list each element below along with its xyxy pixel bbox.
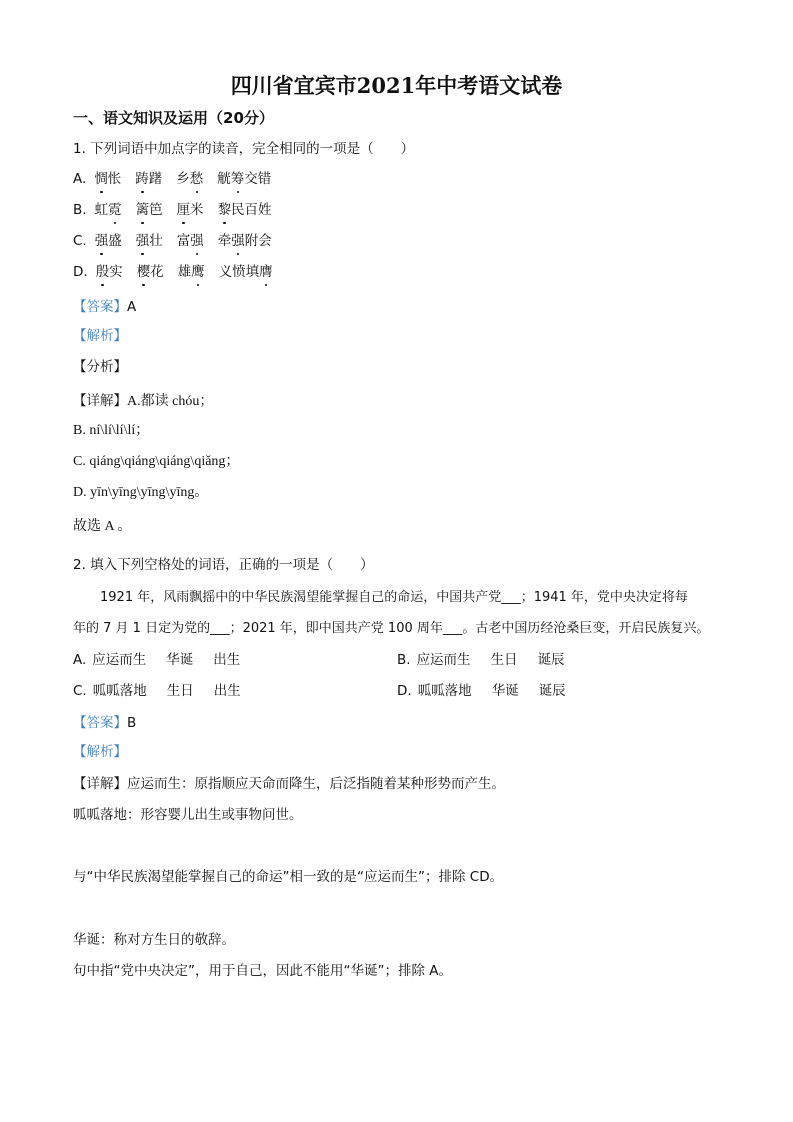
option-label: B.	[73, 202, 87, 218]
option-word	[217, 170, 271, 188]
q1-detail-line: B. ní\lí\lí\lí；	[73, 423, 150, 438]
q1-conclusion: 故选 A 。	[73, 519, 132, 534]
option-word: 呱呱落地	[417, 683, 472, 699]
emphasis-dot	[142, 284, 145, 287]
emphasis-dot	[114, 222, 117, 225]
option-word: 生日	[166, 683, 194, 699]
option-word-text: 踌躇	[135, 171, 163, 187]
option-word-text: 殷实	[95, 264, 123, 280]
detail-text: 应运而生：原指顺应天命而降生，后泛指随着某种形势而产生。	[127, 776, 505, 792]
option-word-text: 黎民百姓	[217, 202, 272, 218]
option-word: 出生	[213, 683, 241, 699]
q2-detail-line: 与“中华民族渴望能掌握自己的命运”相一致的是“应运而生”；排除 CD。	[73, 869, 504, 885]
option-label: D.	[73, 264, 88, 280]
q1-fenxi-label: 【分析】	[73, 359, 127, 375]
option-word-text: 乡愁	[176, 171, 204, 187]
option-word-text: 义愤填膺	[218, 264, 273, 280]
emphasis-dot	[196, 191, 199, 194]
option-label: B.	[397, 652, 411, 668]
answer-label: 【答案】	[73, 299, 127, 315]
q2-detail-line: 呱呱落地：形容婴儿出生或事物问世。	[73, 807, 303, 823]
q1-option-a	[73, 170, 285, 188]
option-word	[96, 263, 123, 281]
q1-option-d	[73, 263, 287, 281]
emphasis-dot	[100, 253, 103, 256]
q1-answer	[73, 298, 136, 316]
emphasis-dot	[101, 284, 104, 287]
emphasis-dot	[141, 191, 144, 194]
option-word: 生日	[490, 652, 518, 668]
emphasis-dot	[196, 253, 199, 256]
option-word-text: 篱笆	[135, 202, 163, 218]
answer-value: A	[127, 299, 137, 315]
option-word	[136, 232, 163, 250]
option-word-text: 樱花	[136, 264, 164, 280]
q1-stem: 1. 下列词语中加点字的读音，完全相同的一项是（ ）	[73, 141, 415, 157]
emphasis-dot	[197, 284, 200, 287]
option-word	[135, 170, 162, 188]
q2-option-c	[73, 682, 261, 700]
q1-detail-line: D. yīn\yīng\yīng\yīng。	[73, 485, 209, 500]
answer-label: 【答案】	[73, 715, 127, 731]
option-word	[136, 201, 163, 219]
option-word	[218, 201, 272, 219]
detail-label: 【详解】	[73, 776, 127, 792]
page-title: 四川省宜宾市2021年中考语文试卷	[230, 73, 563, 98]
q1-analysis-label: 【解析】	[73, 328, 127, 344]
q2-detail-line: 华诞：称对方生日的敬辞。	[73, 932, 235, 948]
option-label: C.	[73, 683, 87, 699]
option-word-text: 富强	[176, 233, 204, 249]
option-word	[176, 170, 203, 188]
option-word-text: 强壮	[135, 233, 163, 249]
emphasis-dot	[141, 222, 144, 225]
q2-option-b	[397, 651, 585, 669]
emphasis-dot	[223, 222, 226, 225]
option-word-text: 雄鹰	[177, 264, 205, 280]
option-word: 呱呱落地	[92, 683, 147, 699]
q2-analysis-label: 【解析】	[73, 744, 127, 760]
q2-option-a	[73, 651, 260, 669]
q2-detail-line: 句中指“党中央决定”，用于自己，因此不能用“华诞”；排除 A。	[73, 963, 453, 979]
option-word	[219, 263, 273, 281]
option-word-text: 厘米	[176, 202, 204, 218]
option-word	[218, 232, 272, 250]
option-word	[177, 201, 204, 219]
emphasis-dot	[100, 191, 103, 194]
option-word-text: 觥筹交错	[217, 171, 272, 187]
option-word	[178, 263, 205, 281]
q2-option-d	[397, 682, 586, 700]
emphasis-dot	[237, 253, 240, 256]
q2-passage-line2: 年的 7 月 1 日定为党的___；2021 年，即中国共产党 100 周年___。古老中国历经沧桑巨变，开启民族复兴。	[73, 621, 710, 636]
option-word-text: 强盛	[94, 233, 122, 249]
option-word: 出生	[213, 652, 241, 668]
q2-answer	[73, 714, 136, 732]
option-word: 应运而生	[416, 652, 471, 668]
option-word: 诞辰	[537, 652, 565, 668]
q1-detail-line: C. qiáng\qiáng\qiáng\qiǎng；	[73, 454, 240, 469]
option-label: A.	[73, 652, 87, 668]
option-word-text: 虹霓	[94, 202, 122, 218]
option-label: D.	[397, 683, 412, 699]
option-word	[177, 232, 204, 250]
q2-passage-line1: 1921 年，风雨飘摇中的中华民族渴望能掌握自己的命运，中国共产党___；1941 年，党中央决定将每	[100, 590, 688, 605]
option-word: 华诞	[166, 652, 194, 668]
answer-value: B	[127, 715, 137, 731]
option-word-text: 牵强附会	[217, 233, 272, 249]
q1-option-c	[73, 232, 286, 250]
emphasis-dot	[265, 284, 268, 287]
option-label: C.	[73, 233, 87, 249]
detail-label: 【详解】	[73, 393, 127, 409]
emphasis-dot	[182, 222, 185, 225]
emphasis-dot	[237, 191, 240, 194]
detail-text: A.都读 chóu；	[127, 394, 214, 409]
q2-stem: 2. 填入下列空格处的词语，正确的一项是（ ）	[73, 557, 374, 573]
option-word	[95, 232, 122, 250]
option-label: A.	[73, 171, 87, 187]
option-word	[94, 170, 121, 188]
q1-detail	[73, 392, 213, 411]
option-word: 诞辰	[538, 683, 566, 699]
option-word	[95, 201, 122, 219]
option-word: 华诞	[491, 683, 519, 699]
option-word-text: 惆怅	[94, 171, 122, 187]
q1-option-b	[73, 201, 286, 219]
q2-detail	[73, 775, 505, 793]
option-word: 应运而生	[92, 652, 147, 668]
section-heading: 一、语文知识及运用（20分）	[73, 109, 274, 127]
option-word	[137, 263, 164, 281]
emphasis-dot	[141, 253, 144, 256]
